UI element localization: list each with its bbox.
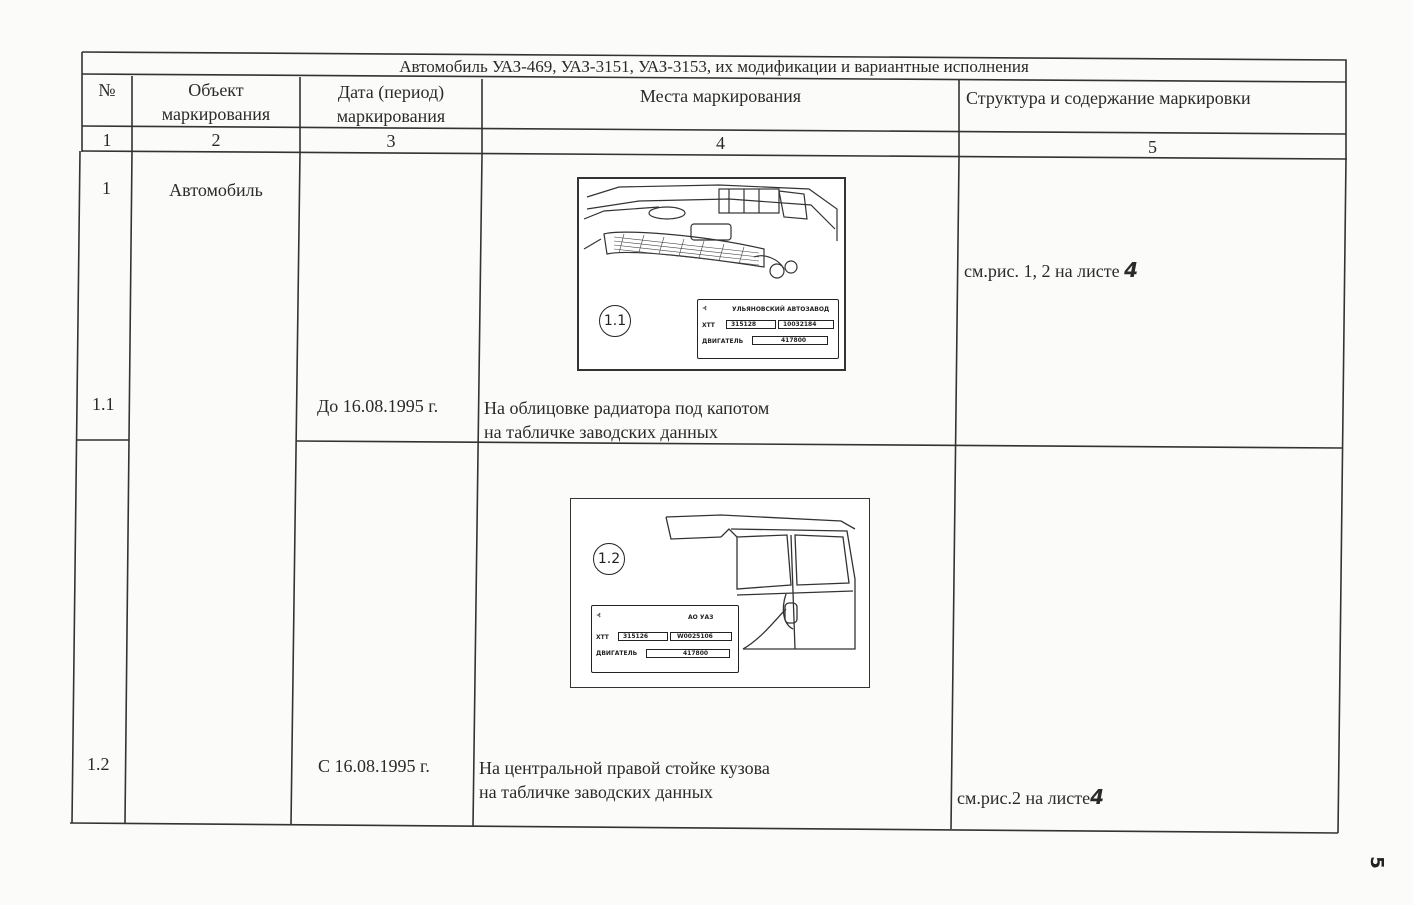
column-number-3: 3	[386, 131, 396, 151]
row-1-2-number: 1.2	[87, 754, 110, 774]
row-1-1-place-line2: на табличке заводских данных	[484, 422, 718, 442]
plate-1-row2-value: 417800	[752, 336, 828, 345]
figure-pillar-plate	[570, 498, 870, 688]
plate-1-row1-label: ХТТ	[702, 322, 715, 329]
header-object-line1: Объект	[188, 80, 244, 100]
plate-2-logo-icon: ⊰	[596, 612, 602, 619]
row-1-number: 1	[102, 178, 111, 198]
row-1-2-date: С 16.08.1995 г.	[318, 756, 430, 776]
column-number-1: 1	[102, 130, 112, 150]
row-1-1-structure	[964, 258, 1138, 282]
header-date-line1: Дата (период)	[337, 82, 445, 102]
factory-plate-1	[697, 299, 839, 359]
plate-1-maker: УЛЬЯНОВСКИЙ АВТОЗАВОД	[732, 306, 830, 313]
header-object-line2: маркирования	[161, 104, 271, 124]
plate-1-logo-icon: ⊰	[702, 305, 708, 312]
column-number-2: 2	[211, 130, 221, 150]
header-date-line2: маркирования	[336, 106, 446, 126]
figure-radiator-plate	[577, 177, 846, 371]
column-number-4: 4	[716, 133, 725, 153]
column-number-5: 5	[1148, 137, 1157, 157]
row-1-1-date: До 16.08.1995 г.	[317, 396, 439, 416]
header-places: Места маркирования	[639, 86, 802, 106]
plate-2-row1-serial: W0025106	[670, 632, 732, 641]
row-1-2-structure	[957, 785, 1104, 809]
figure-label-1-1: 1.1	[599, 305, 631, 337]
row-1-2-sheet-number: 4	[1090, 785, 1105, 809]
plate-2-row2-value: 417800	[646, 649, 730, 658]
row-1-object: Автомобиль	[169, 180, 263, 200]
plate-2-row1-label: ХТТ	[596, 634, 609, 641]
plate-2-row1-code: 315126	[618, 632, 668, 641]
page-number: 5	[1366, 856, 1388, 869]
factory-plate-2	[591, 605, 739, 673]
plate-1-row2-label: ДВИГАТЕЛЬ	[702, 338, 744, 345]
header-number: №	[98, 80, 116, 100]
row-1-1-number: 1.1	[92, 394, 115, 414]
plate-1-row1-code: 315128	[726, 320, 776, 329]
figure-label-1-2: 1.2	[593, 543, 625, 575]
table-title: Автомобиль УАЗ-469, УАЗ-3151, УАЗ-3153, их модификации и вариантные исполнения	[399, 57, 1029, 76]
plate-2-maker: АО УАЗ	[688, 614, 714, 621]
row-1-2-place-line2: на табличке заводских данных	[479, 782, 713, 802]
header-structure: Структура и содержание маркировки	[966, 88, 1251, 108]
row-1-1-structure-text: см.рис. 1, 2 на листе	[964, 261, 1120, 281]
row-1-1-sheet-number: 4	[1124, 258, 1139, 282]
plate-2-row2-label: ДВИГАТЕЛЬ	[596, 650, 638, 657]
row-1-2-place-line1: На центральной правой стойке кузова	[479, 758, 770, 778]
row-1-1-place-line1: На облицовке радиатора под капотом	[484, 398, 770, 418]
row-1-2-structure-text: см.рис.2 на листе	[957, 788, 1091, 808]
plate-1-row1-serial: 10032184	[778, 320, 834, 329]
